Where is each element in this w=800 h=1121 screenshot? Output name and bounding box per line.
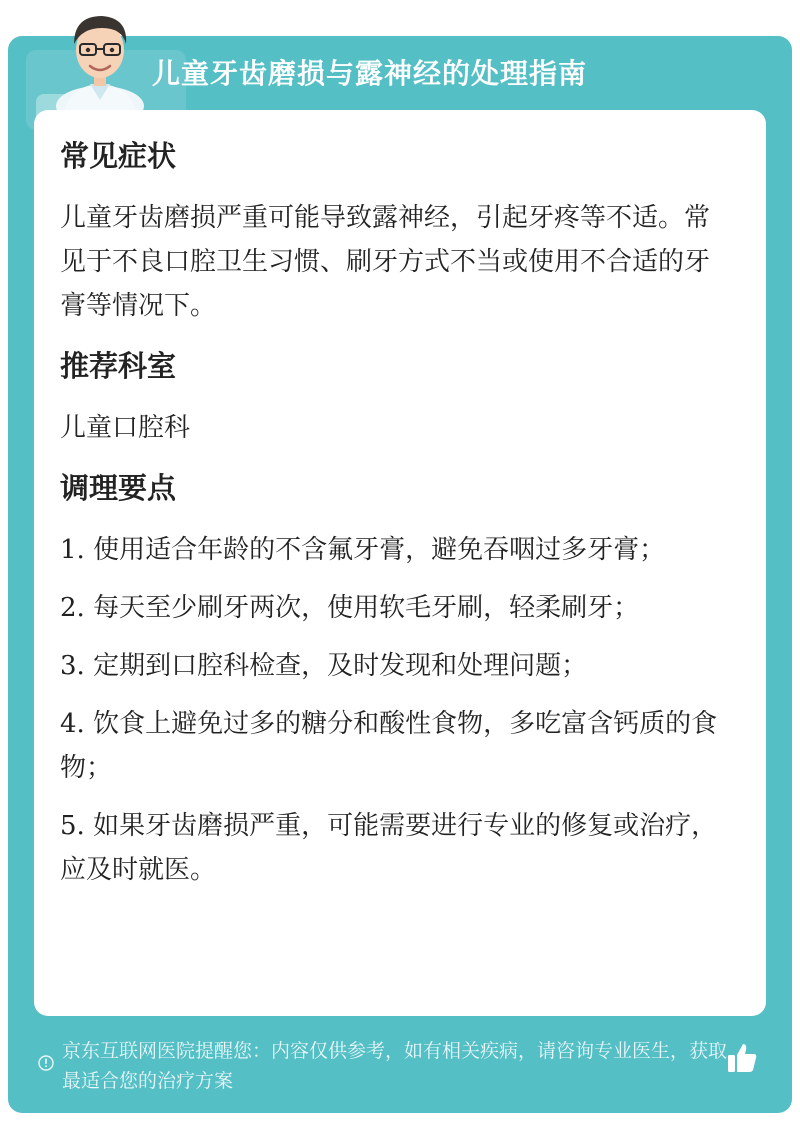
list-item-number: 5. (60, 811, 85, 841)
list-item (60, 528, 730, 572)
page-title: 儿童牙齿磨损与露神经的处理指南 (152, 57, 588, 90)
symptoms-text: 儿童牙齿磨损严重可能导致露神经，引起牙疼等不适。常见于不良口腔卫生习惯、刷牙方式不当或使用不合适的牙膏等情况下。 (60, 203, 711, 321)
disclaimer-label: 京东互联网医院提醒您：内容仅供参考，如有相关疾病，请咨询专业医生，获取最适合您的治疗方案 (62, 1040, 728, 1092)
list-item-text: 如果牙齿磨损严重，可能需要进行专业的修复或治疗，应及时就医。 (60, 811, 718, 885)
department-text: 儿童口腔科 (60, 413, 191, 443)
care-heading: 调理要点 (60, 471, 177, 505)
list-item-text: 饮食上避免过多的糖分和酸性食物，多吃富含钙质的食物； (60, 709, 718, 783)
department-heading: 推荐科室 (60, 349, 177, 383)
thumbs-up-icon[interactable] (724, 1040, 760, 1076)
content-body (60, 136, 730, 906)
list-item-text: 使用适合年龄的不含氟牙膏，避免吞咽过多牙膏； (93, 535, 666, 565)
list-item-number: 3. (60, 651, 85, 681)
list-item-number: 1. (60, 535, 85, 565)
content-card (34, 110, 766, 1016)
list-item (60, 702, 730, 790)
list-item-text: 定期到口腔科检查，及时发现和处理问题； (93, 651, 588, 681)
list-item-number: 4. (60, 709, 85, 739)
list-item (60, 644, 730, 688)
disclaimer-text (28, 1036, 738, 1096)
list-item-text: 每天至少刷牙两次，使用软毛牙刷，轻柔刷牙； (93, 593, 640, 623)
list-item-number: 2. (60, 593, 85, 623)
list-item (60, 586, 730, 630)
list-item (60, 804, 730, 892)
doctor-avatar (44, 4, 156, 114)
symptoms-heading: 常见症状 (60, 139, 177, 173)
